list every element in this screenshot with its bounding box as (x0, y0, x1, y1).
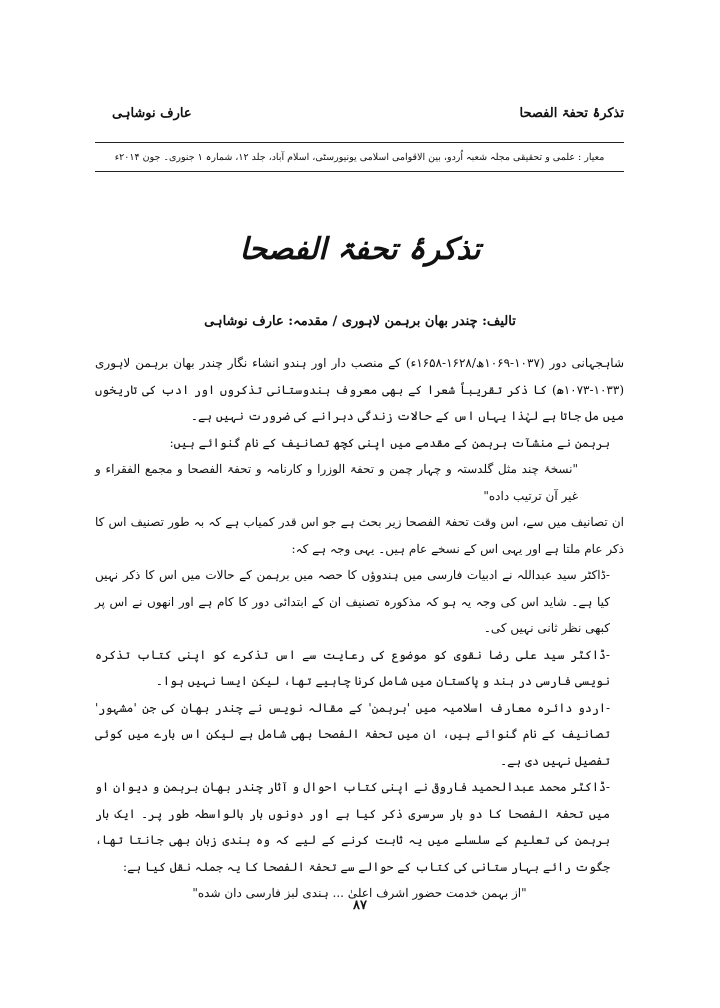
running-header-author: عارف نوشاہی (112, 106, 192, 121)
article-byline: تالیف: چندر بھان برہمن لاہوری / مقدمہ: عارف نوشاہی (204, 314, 516, 329)
paragraph: شاہجہانی دور (۱۰۳۷-۱۰۶۹ھ/۱۶۲۸-۱۶۵۸ء) کے منصب دار اور ہندو انشاء نگار چندر بھان برہمن لاہوری (۱۰۳۳-۱۰۷۳ھ) کا ذکر تقریباً شعرا کے بھی معروف ہندوستانی تذکروں اور ادب کی تاریخوں میں مل جاتا ہے لہٰذا یہاں اس کے حالات زندگی دہرانے کی ضرورت نہیں ہے۔ (95, 356, 624, 423)
article-title: تذکرۂ تحفۃ الفصحا (239, 232, 481, 267)
header-rule-bottom (95, 171, 624, 172)
running-header-title: تذکرۂ تحفۃ الفصحا (519, 106, 624, 121)
header-rule-top (95, 142, 624, 143)
journal-citation: معیار : علمی و تحقیقی مجلہ شعبہ اُردو، بین الاقوامی اسلامی یونیورسٹی، اسلام آباد، جلد ۱۲، شمارہ ۱ جنوری۔ جون ۲۰۱۴ء (114, 152, 605, 163)
paragraph: برہمن نے منشآت برہمن کے مقدمے میں اپنی کچھ تصانیف کے نام گنوائے ہیں: (169, 435, 610, 450)
paragraph: ان تصانیف میں سے، اس وقت تحفۃ الفصحا زیر بحث ہے جو اس قدر کمیاب ہے کہ بہ طور تصنیف اس کا ذکر عام ملتا ہے اور یہی اس کے نسخے عام ہیں۔ یہی وجہ ہے کہ: (95, 515, 624, 556)
list-item: -اردو دائرہ معارف اسلامیہ میں 'برہمن' کے مقالہ نویس نے چندر بھان کی جن 'مشہور' تصانیف کے نام گنوائے ہیں، ان میں تحفۃ الفصحا بھی شامل ہے لیکن اس بارے میں کوئی تفصیل نہیں دی ہے۔ (95, 700, 610, 768)
list-item: -ڈاکٹر محمد عبدالحمید فاروقی نے اپنی کتاب احوال و آثار چندر بھان برہمن و دیوان او میں تحفۃ الفصحا کا دو بار سرسری ذکر کیا ہے اور دونوں بار بالواسطہ طور پر۔ ایک بار برہمن کی تعلیم کے سلسلے میں یہ ثابت کرنے کے لیے کہ وہ ہندی زبان بھی جانتا تھا، جگوت رائے بہار ستانی کی کتاب کے حوالے سے تحفۃ الفصحا کا یہ جملہ نقل کیا ہے: (95, 780, 610, 874)
list-item: -ڈاکٹر سید علی رضا نقوی کو موضوع کی رعایت سے اس تذکرے کو اپنی کتاب تذکرہ نویسی فارسی در ہند و پاکستان میں شامل کرنا چاہیے تھا، لیکن ایسا نہیں ہوا۔ (95, 647, 610, 688)
article-body (95, 350, 624, 907)
list-item: -ڈاکٹر سید عبداللہ نے ادبیات فارسی میں ہندوؤں کا حصہ میں برہمن کے حالات میں اس کا ذکر نہیں کیا ہے۔ شاید اس کی وجہ یہ ہو کہ مذکورہ تصنیف ان کے ابتدائی دور کا کام ہے اور انھوں نے اس پر کبھی نظر ثانی نہیں کی۔ (95, 568, 610, 635)
block-quote: "نسخۂ چند مثل گلدستہ و چہار چمن و تحفۃ الوزرا و کارنامہ و تحفۃ الفصحا و مجمع الفقراء و غیر آن ترتیب داده" (95, 462, 578, 503)
page-number: ۸۷ (353, 898, 367, 913)
block-quote: "از بہمن خدمت حضور اشرف اعلیٰ ... ہندی لبز فارسی دان شده" (192, 886, 527, 900)
